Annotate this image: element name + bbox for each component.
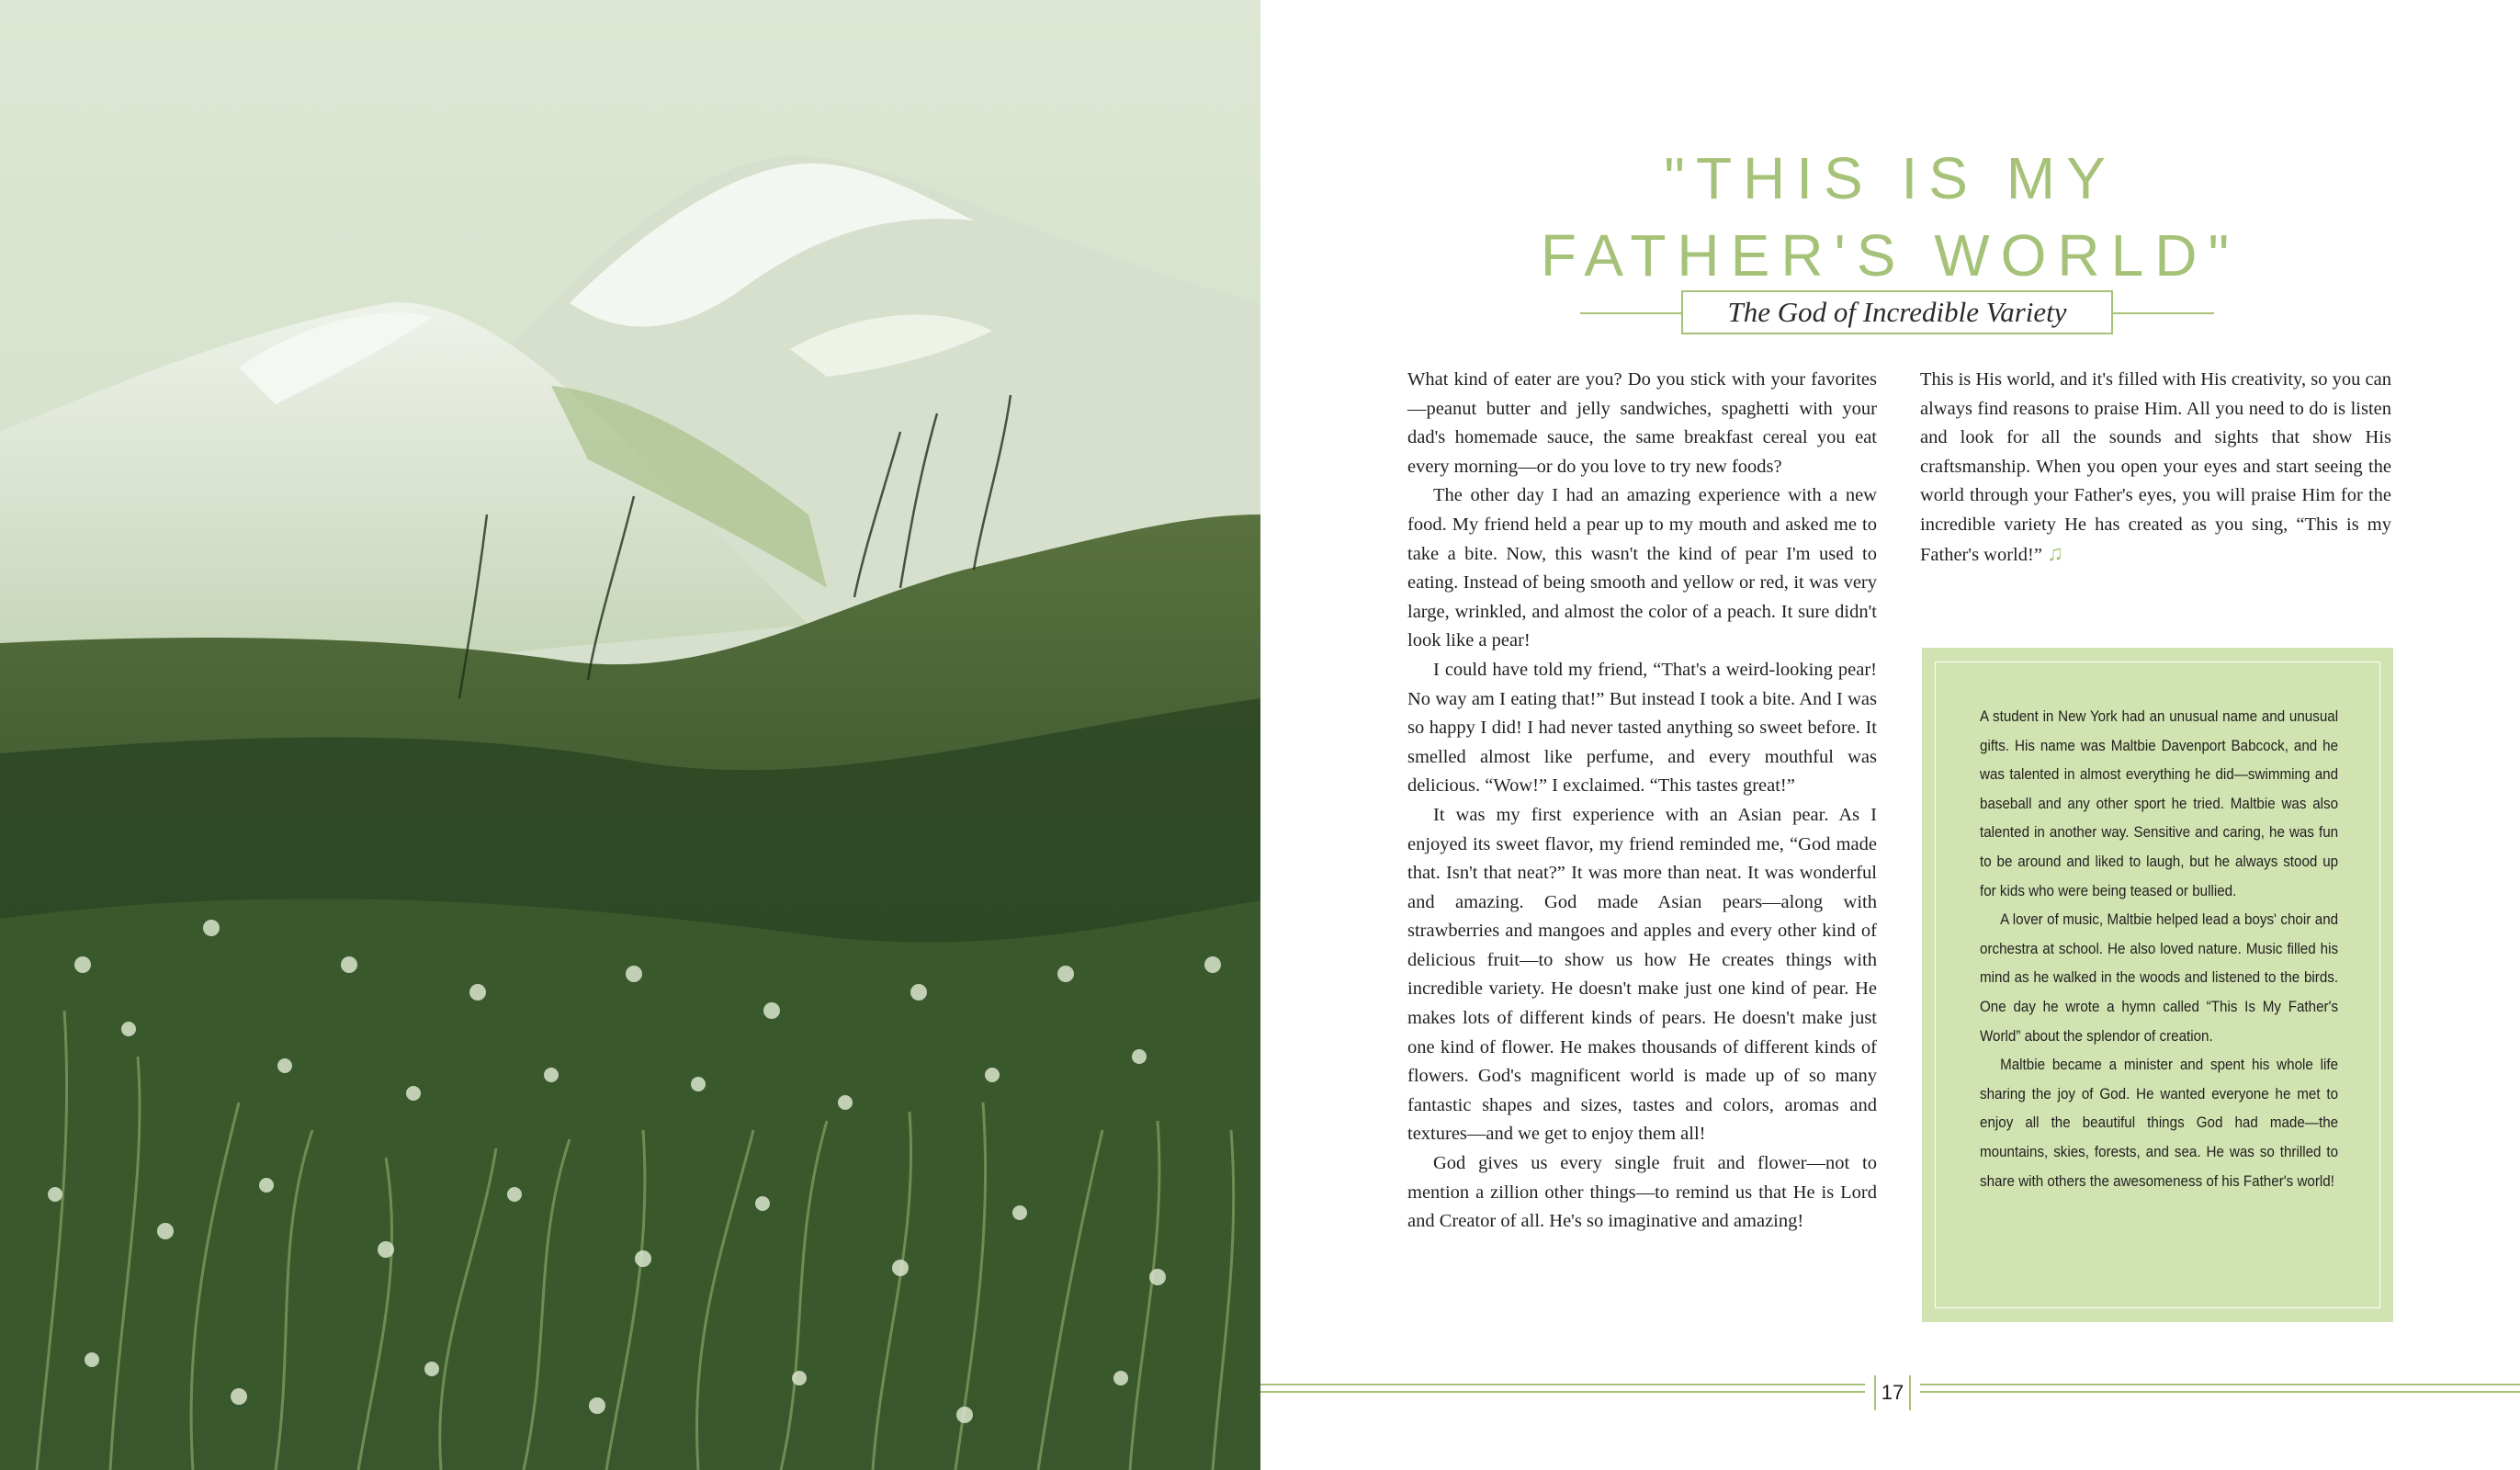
paragraph: I could have told my friend, “That's a weird-looking pear! No way am I eating that!” But instead I took a bite. And I was so happy I did! I had never tasted anything so sweet before. It smelled almost like perfume, and every mouthful was delicious. “Wow!” I exclaimed. “This tastes great!” <box>1407 659 1877 797</box>
body-column-right <box>1920 366 2391 570</box>
page-title <box>1260 140 2520 294</box>
title-line-2: FATHER'S WORLD" <box>1540 222 2241 288</box>
title-line-1: "THIS IS MY <box>1664 145 2117 211</box>
paragraph: What kind of eater are you? Do you stick with your favorites—peanut butter and jelly sandwiches, spaghetti with your dad's homemade sauce, the same breakfast cereal you eat every morning—or do you love to try new foods? <box>1407 369 1877 477</box>
subtitle-rule-right <box>2113 312 2214 314</box>
body-column-left <box>1407 366 1877 1237</box>
page-number: 17 <box>1874 1375 1911 1410</box>
footer-rule-right <box>1920 1384 2520 1395</box>
footer-rule-left <box>1260 1384 1865 1395</box>
sidebar-text <box>1980 703 2338 1196</box>
paragraph: It was my first experience with an Asian pear. As I enjoyed its sweet flavor, my friend reminded me, “God made that. Isn't that neat?” It was more than neat. It was wonderful and amazing. God made Asian pears—along with strawberries and mangoes and apples and every other kind of delicious fruit—to show us how He creates things with incredible variety. He doesn't make just one kind of pear. He makes lots of different kinds of pears. He doesn't make just one kind of flower. He makes thousands of different kinds of flowers. God's magnificent world is made up of so many fantastic shapes and sizes, tastes and colors, aromas and textures—and we get to enjoy them all! <box>1407 804 1877 1145</box>
sidebar-paragraph: A lover of music, Maltbie helped lead a boys' choir and orchestra at school. He also loved nature. Music filled his mind as he walked in the woods and listened to the birds. One day he wrote a hymn called “This Is My Father's World” about the splendor of creation. <box>1980 911 2339 1045</box>
music-note-icon: ♫ <box>2047 541 2064 566</box>
text-page <box>1260 0 2520 1470</box>
sidebar-box <box>1922 648 2393 1322</box>
paragraph-text: This is His world, and it's filled with His creativity, so you can always find reasons to praise Him. All you need to do is listen and look for all the sounds and sights that show His craftsmanship. When you open your eyes and start seeing the world through your Father's eyes, you will praise Him for the incredible variety He has created as you sing, “This is my Father's world!” <box>1920 369 2391 565</box>
paragraph: The other day I had an amazing experience with a new food. My friend held a pear up to my mouth and asked me to take a bite. Now, this wasn't the kind of pear I'm used to eating. Instead of being smooth and yellow or red, it was very large, wrinkled, and almost the color of a peach. It sure didn't look like a pear! <box>1407 485 1877 651</box>
subtitle: The God of Incredible Variety <box>1681 290 2113 334</box>
paragraph: God gives us every single fruit and flower—not to mention a zillion other things—to remind us that He is Lord and Creator of all. He's so imaginative and amazing! <box>1407 1153 1877 1232</box>
sidebar-paragraph: Maltbie became a minister and spent his whole life sharing the joy of God. He wanted everyone he met to enjoy all the beautiful things God had made—the mountains, skies, forests, and sea. He was so thrilled to share with others the awesomeness of his Father's world! <box>1980 1057 2339 1190</box>
subtitle-rule-left <box>1580 312 1681 314</box>
paragraph <box>1920 366 2391 570</box>
sidebar-paragraph: A student in New York had an unusual name and unusual gifts. His name was Maltbie Davenport Babcock, and he was talented in almost everything he did—swimming and baseball and any other sport he tried. Maltbie was also talented in another way. Sensitive and caring, he was fun to be around and liked to laugh, but he always stood up for kids who were being teased or bullied. <box>1980 708 2339 899</box>
